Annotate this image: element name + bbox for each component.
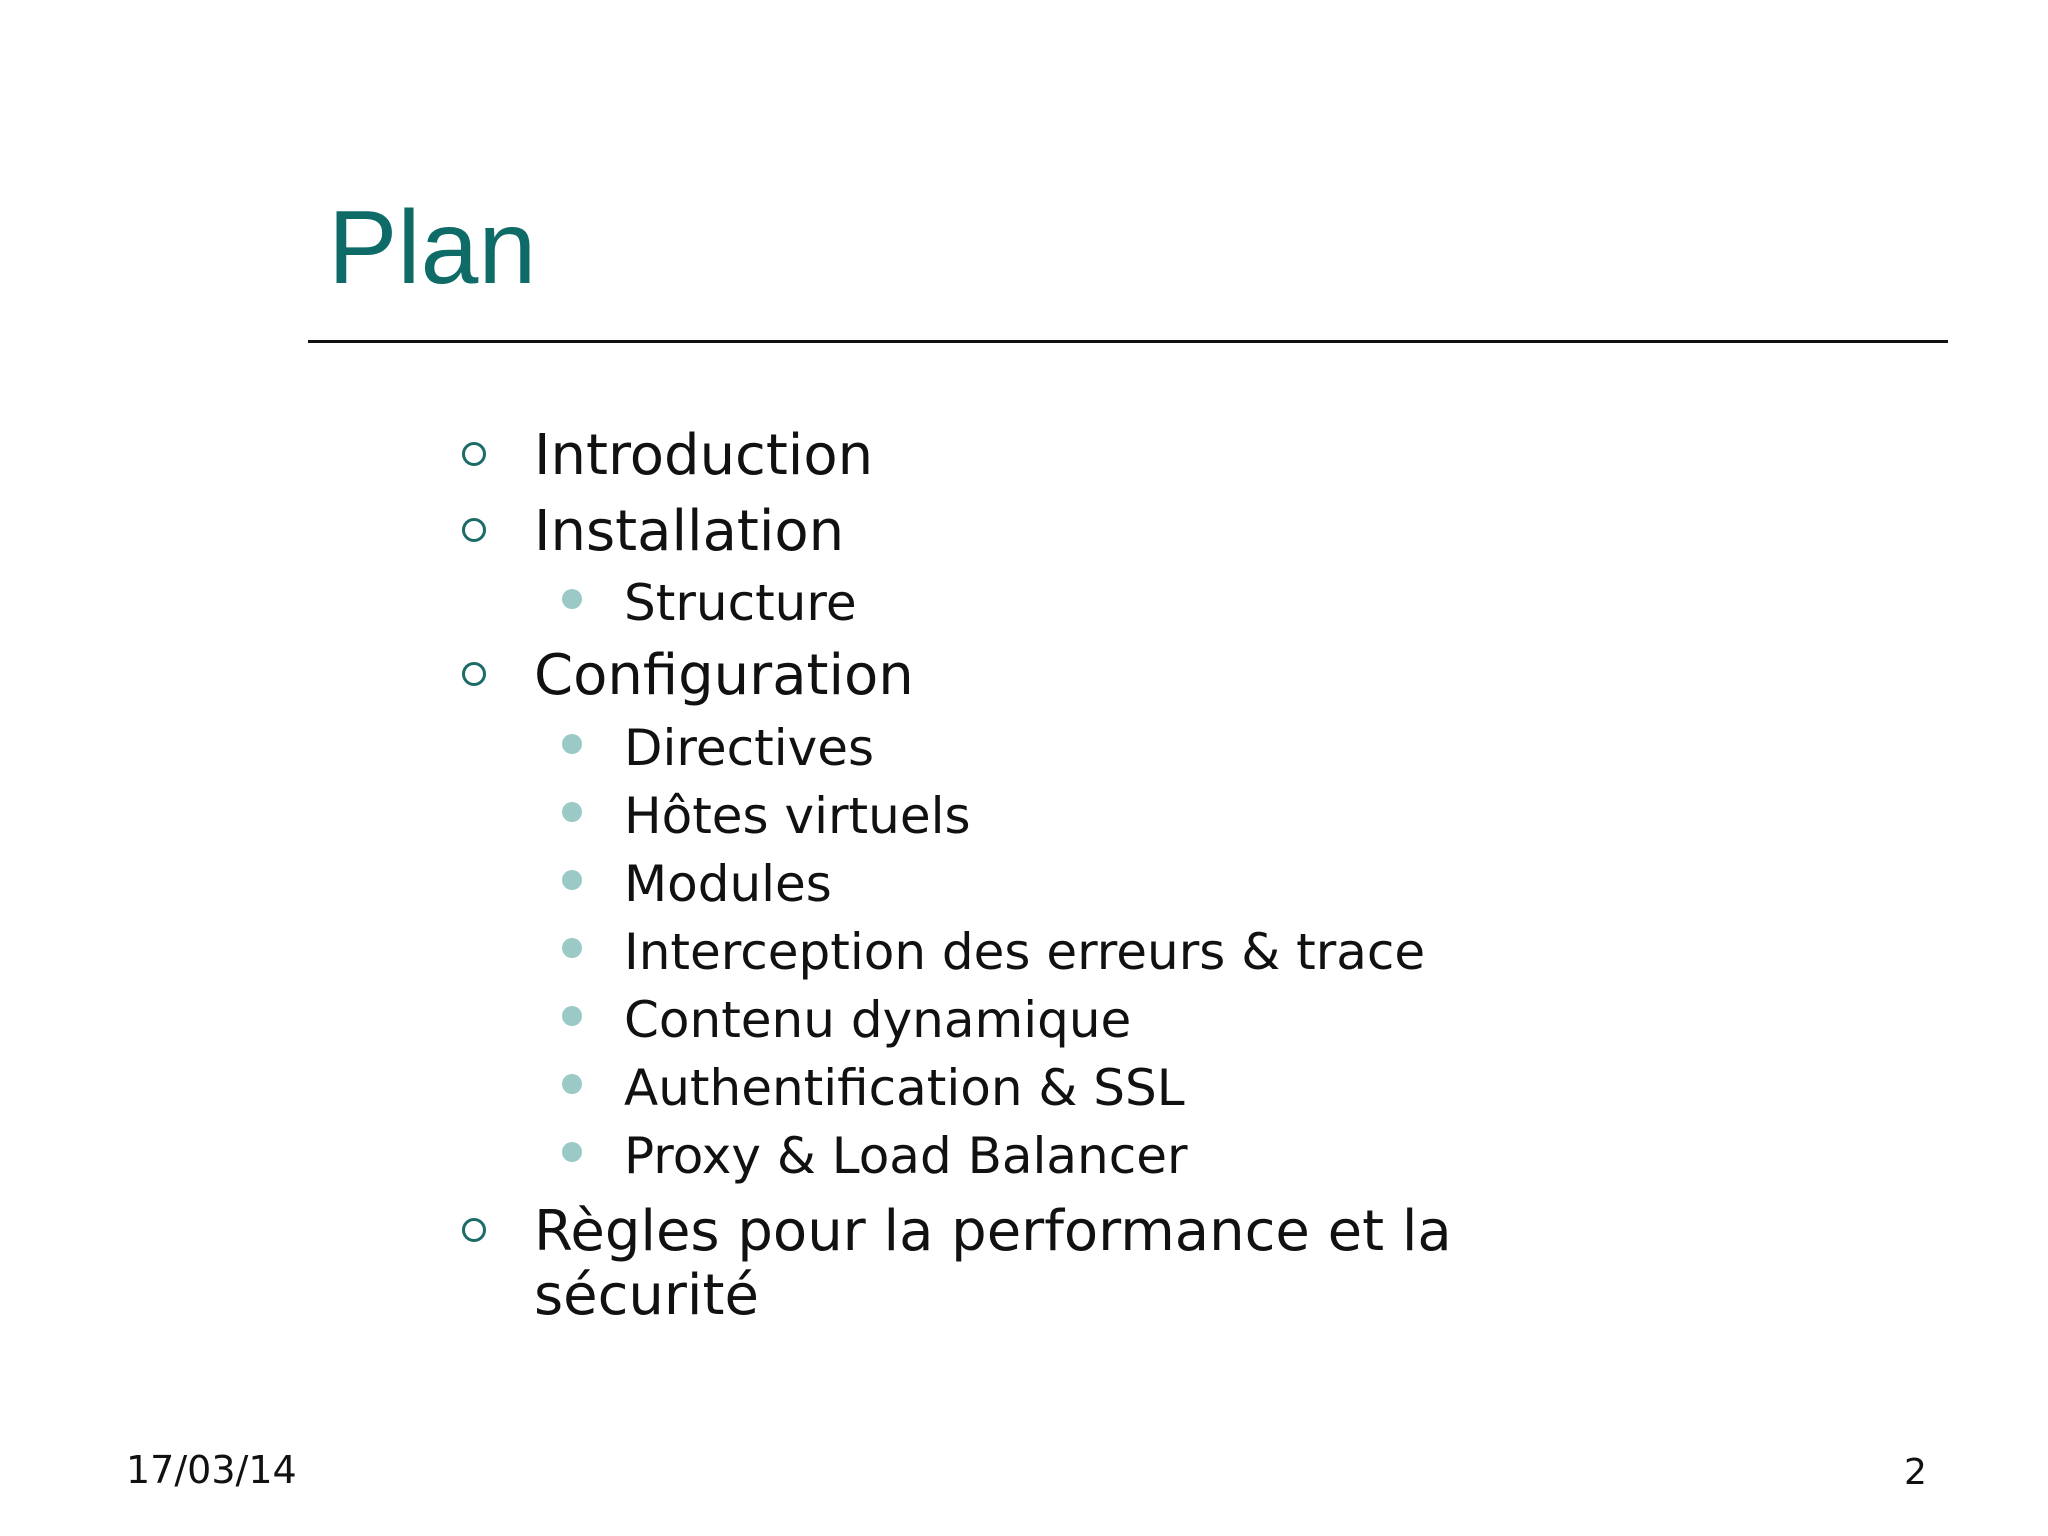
outline-item-regles	[534, 1200, 1544, 1328]
outline-subitem-label: Modules	[624, 855, 832, 913]
dot-bullet-icon	[562, 938, 582, 958]
outline-subitem-label: Hôtes virtuels	[624, 787, 971, 845]
footer-date: 17/03/14	[126, 1448, 297, 1492]
dot-bullet-icon	[562, 1006, 582, 1026]
dot-bullet-icon	[562, 870, 582, 890]
outline-item-label: Introduction	[534, 423, 874, 488]
outline-subitem-label: Authentification & SSL	[624, 1059, 1185, 1117]
slide-number: 2	[1904, 1452, 1927, 1493]
outline-item-label: Configuration	[534, 643, 914, 708]
outline-subitem-label: Structure	[624, 574, 857, 632]
outline-subitem-modules	[624, 854, 832, 914]
dot-bullet-icon	[562, 802, 582, 822]
hollow-circle-bullet-icon	[462, 518, 486, 542]
outline-subitem-authentification	[624, 1058, 1185, 1118]
outline-item-introduction	[534, 424, 1544, 488]
outline-subitem-label: Directives	[624, 719, 874, 777]
outline-subitem-label: Interception des erreurs & trace	[624, 923, 1426, 981]
outline-subitem-structure	[624, 573, 857, 633]
outline-subitem-hotes-virtuels	[624, 786, 971, 846]
dot-bullet-icon	[562, 1142, 582, 1162]
hollow-circle-bullet-icon	[462, 662, 486, 686]
outline-item-label: Installation	[534, 499, 845, 564]
dot-bullet-icon	[562, 734, 582, 754]
dot-bullet-icon	[562, 1074, 582, 1094]
outline-subitem-directives	[624, 718, 874, 778]
dot-bullet-icon	[562, 589, 582, 609]
hollow-circle-bullet-icon	[462, 1218, 486, 1242]
slide-title: Plan	[328, 190, 537, 306]
outline-subitem-label: Contenu dynamique	[624, 991, 1132, 1049]
outline-item-installation	[534, 500, 1544, 564]
outline-subitem-proxy	[624, 1126, 1188, 1186]
hollow-circle-bullet-icon	[462, 442, 486, 466]
outline-item-label: Règles pour la performance et la sécurité	[534, 1199, 1452, 1328]
outline-subitem-label: Proxy & Load Balancer	[624, 1127, 1188, 1185]
outline-subitem-interception	[624, 922, 1425, 982]
outline-subitem-contenu-dynamique	[624, 990, 1131, 1050]
outline-item-configuration	[534, 644, 1544, 708]
